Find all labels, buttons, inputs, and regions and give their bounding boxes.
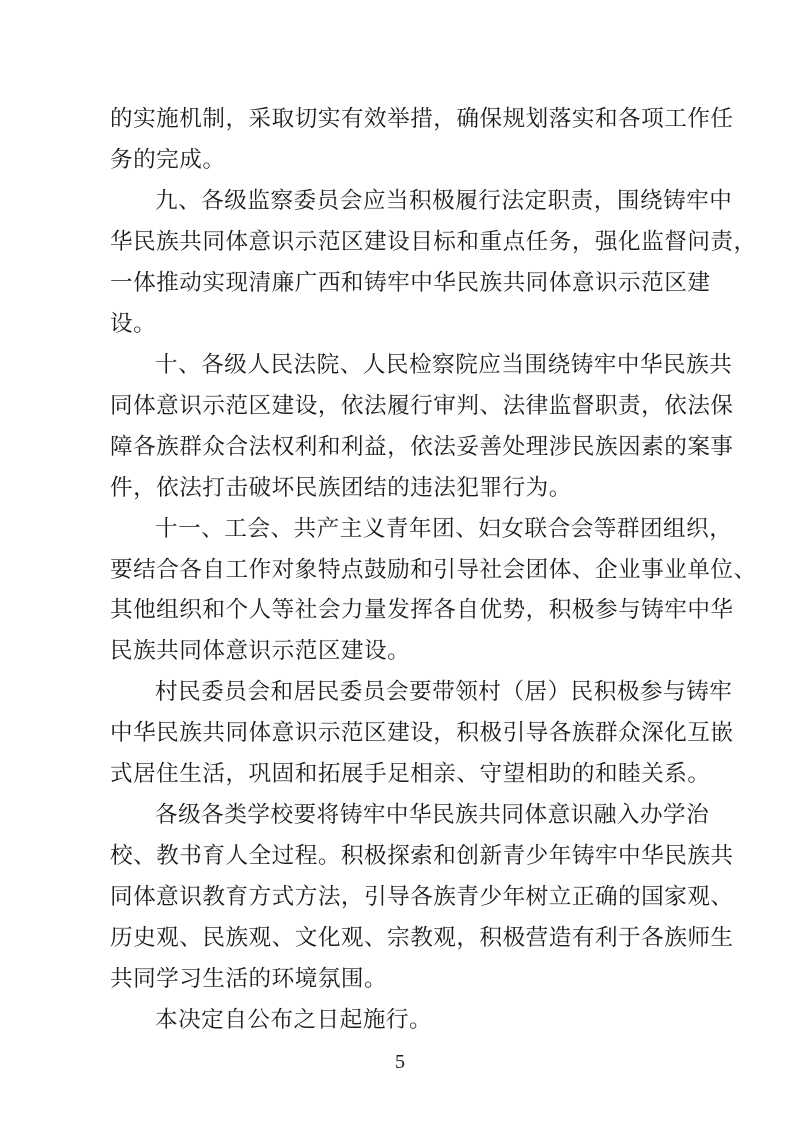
text-line: 式居住生活，巩固和拓展手足相亲、守望相助的和睦关系。	[110, 761, 711, 787]
text-line: 本决定自公布之日起施行。	[155, 1007, 433, 1033]
text-line: 中华民族共同体意识示范区建设，积极引导各族群众深化互嵌	[110, 720, 734, 746]
text-line: 华民族共同体意识示范区建设目标和重点任务，强化监督问责，	[110, 229, 757, 255]
text-line: 民族共同体意识示范区建设。	[110, 638, 411, 664]
text-line: 同体意识示范区建设，依法履行审判、法律监督职责，依法保	[110, 393, 734, 419]
text-line: 设。	[110, 311, 157, 337]
page-number: 5	[395, 1051, 405, 1073]
text-line: 各级各类学校要将铸牢中华民族共同体意识融入办学治	[155, 802, 710, 828]
text-line: 一体推动实现清廉广西和铸牢中华民族共同体意识示范区建	[110, 270, 711, 296]
text-line: 同体意识教育方式方法，引导各族青少年树立正确的国家观、	[110, 884, 734, 910]
text-line: 十、各级人民法院、人民检察院应当围绕铸牢中华民族共	[155, 352, 733, 378]
text-line: 要结合各自工作对象特点鼓励和引导社会团体、企业事业单位、	[110, 557, 757, 583]
text-line: 障各族群众合法权利和利益，依法妥善处理涉民族因素的案事	[110, 434, 734, 460]
text-line: 务的完成。	[110, 147, 226, 173]
text-line: 九、各级监察委员会应当积极履行法定职责，围绕铸牢中	[155, 188, 733, 214]
text-line: 十一、工会、共产主义青年团、妇女联合会等群团组织，	[155, 516, 733, 542]
text-line: 历史观、民族观、文化观、宗教观，积极营造有利于各族师生	[110, 925, 734, 951]
text-line: 共同学习生活的环境氛围。	[110, 966, 388, 992]
text-line: 的实施机制，采取切实有效举措，确保规划落实和各项工作任	[110, 106, 734, 132]
text-line: 件，依法打击破坏民族团结的违法犯罪行为。	[110, 475, 572, 501]
text-line: 其他组织和个人等社会力量发挥各自优势，积极参与铸牢中华	[110, 597, 734, 623]
text-line: 校、教书育人全过程。积极探索和创新青少年铸牢中华民族共	[110, 843, 734, 869]
text-line: 村民委员会和居民委员会要带领村（居）民积极参与铸牢	[155, 679, 733, 705]
